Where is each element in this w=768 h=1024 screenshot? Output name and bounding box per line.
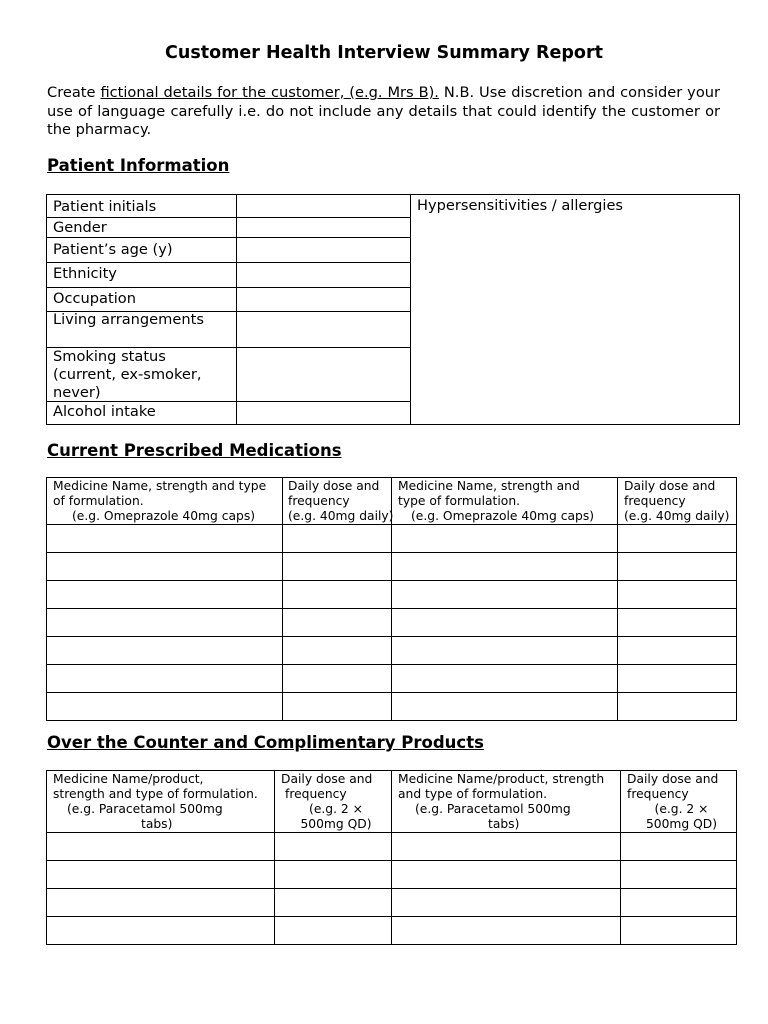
- header-line: Medicine Name/product, strength: [398, 772, 605, 786]
- table-cell[interactable]: [392, 833, 621, 861]
- table-cell[interactable]: [283, 637, 392, 665]
- header-line: Daily dose and: [624, 479, 716, 493]
- patient-row-label: Living arrangements: [53, 311, 204, 328]
- table-row: [47, 553, 737, 581]
- table-cell[interactable]: [392, 581, 618, 609]
- cell-divider: [236, 218, 237, 237]
- header-line: type of formulation.: [398, 494, 521, 508]
- header-line: of formulation.: [53, 494, 144, 508]
- patient-info-fields: [47, 195, 411, 424]
- patient-row-alcohol: [47, 402, 410, 424]
- table-cell[interactable]: [283, 609, 392, 637]
- table-cell[interactable]: [392, 553, 618, 581]
- table-cell[interactable]: [621, 833, 737, 861]
- header-cell: [618, 478, 737, 525]
- header-line: 500mg QD): [645, 817, 718, 831]
- patient-row-label: Gender: [53, 219, 107, 236]
- column-divider: [410, 195, 411, 424]
- table-cell[interactable]: [618, 525, 737, 553]
- table-row: [47, 637, 737, 665]
- table-cell[interactable]: [392, 637, 618, 665]
- patient-row-age: [47, 238, 410, 262]
- patient-row-initials: [47, 195, 410, 218]
- header-cell: [275, 771, 392, 833]
- prescribed-table: [46, 477, 737, 721]
- header-line: frequency: [624, 494, 686, 508]
- table-cell[interactable]: [392, 693, 618, 721]
- table-row: [47, 861, 737, 889]
- table-cell[interactable]: [392, 609, 618, 637]
- table-cell[interactable]: [47, 693, 283, 721]
- header-line: frequency: [627, 787, 689, 801]
- otc-header-row: [47, 771, 737, 833]
- table-cell[interactable]: [621, 917, 737, 945]
- table-cell[interactable]: [283, 665, 392, 693]
- patient-row-label: Alcohol intake: [53, 403, 156, 420]
- cell-divider: [236, 288, 237, 311]
- table-cell[interactable]: [47, 861, 275, 889]
- table-cell[interactable]: [618, 581, 737, 609]
- table-row: [47, 889, 737, 917]
- table-cell[interactable]: [283, 581, 392, 609]
- table-row: [47, 917, 737, 945]
- allergies-label: Hypersensitivities / allergies: [417, 197, 624, 214]
- table-cell[interactable]: [47, 889, 275, 917]
- table-row: [47, 581, 737, 609]
- header-line: (e.g. Paracetamol 500mg: [67, 802, 223, 816]
- table-row: [47, 833, 737, 861]
- otc-heading: Over the Counter and Complimentary Products: [47, 733, 484, 752]
- header-line: (e.g. Omeprazole 40mg caps): [411, 509, 595, 523]
- header-line: (e.g. 40mg daily): [624, 509, 730, 523]
- table-cell[interactable]: [275, 833, 392, 861]
- table-cell[interactable]: [618, 665, 737, 693]
- table-row: [47, 665, 737, 693]
- patient-row-smoking: [47, 348, 410, 401]
- patient-row-label: Smoking status (current, ex-smoker, never): [53, 348, 202, 401]
- header-line: tabs): [141, 817, 173, 831]
- patient-row-occupation: [47, 288, 410, 311]
- table-row: [47, 693, 737, 721]
- intro-underlined: fictional details for the customer, (e.g. Mrs B).: [100, 84, 439, 101]
- header-line: Daily dose and: [627, 772, 719, 786]
- cell-divider: [236, 312, 237, 347]
- header-line: (e.g. 2 ×: [309, 802, 363, 816]
- table-cell[interactable]: [392, 889, 621, 917]
- header-line: (e.g. 40mg daily): [288, 509, 394, 523]
- table-cell[interactable]: [621, 889, 737, 917]
- table-cell[interactable]: [618, 609, 737, 637]
- cell-divider: [236, 238, 237, 262]
- table-cell[interactable]: [392, 525, 618, 553]
- intro-text-1: Create: [47, 84, 101, 101]
- table-cell[interactable]: [47, 553, 283, 581]
- patient-info-heading: Patient Information: [47, 156, 230, 175]
- header-cell: [392, 771, 621, 833]
- cell-divider: [236, 348, 237, 401]
- patient-row-gender: [47, 218, 410, 237]
- table-cell[interactable]: [275, 861, 392, 889]
- header-cell: [47, 771, 275, 833]
- header-line: (e.g. Paracetamol 500mg: [415, 802, 571, 816]
- table-cell[interactable]: [618, 637, 737, 665]
- header-line: 500mg QD): [300, 817, 372, 831]
- page-title: Customer Health Interview Summary Report: [165, 43, 603, 63]
- table-cell[interactable]: [47, 917, 275, 945]
- table-cell[interactable]: [275, 889, 392, 917]
- table-cell[interactable]: [47, 581, 283, 609]
- patient-row-label: Ethnicity: [53, 265, 117, 282]
- table-row: [47, 609, 737, 637]
- header-line: tabs): [488, 817, 520, 831]
- table-cell[interactable]: [283, 693, 392, 721]
- table-cell[interactable]: [618, 553, 737, 581]
- table-cell[interactable]: [47, 833, 275, 861]
- header-line: frequency: [288, 494, 350, 508]
- header-line: frequency: [285, 787, 347, 801]
- header-line: Daily dose and: [288, 479, 380, 493]
- prescribed-header-row: [47, 478, 737, 525]
- header-line: strength and type of formulation.: [53, 787, 258, 801]
- header-line: Medicine Name, strength and: [398, 479, 580, 493]
- table-cell[interactable]: [47, 525, 283, 553]
- intro-text-2: N.B. Use discretion and consider your use of language carefully i.e. do not include any details that could identify the customer or the pharmacy.: [47, 84, 721, 138]
- patient-row-label: Patient initials: [53, 198, 157, 215]
- table-cell[interactable]: [47, 609, 283, 637]
- table-cell[interactable]: [621, 861, 737, 889]
- cell-divider: [236, 263, 237, 287]
- table-cell[interactable]: [392, 665, 618, 693]
- cell-divider: [236, 402, 237, 424]
- cell-divider: [236, 195, 237, 218]
- table-cell[interactable]: [47, 665, 283, 693]
- otc-table: [46, 770, 737, 945]
- table-cell[interactable]: [283, 553, 392, 581]
- header-line: (e.g. Omeprazole 40mg caps): [72, 509, 256, 523]
- table-cell[interactable]: [275, 917, 392, 945]
- header-line: (e.g. 2 ×: [654, 802, 709, 816]
- header-line: Medicine Name/product,: [53, 772, 204, 786]
- header-line: Medicine Name, strength and type: [53, 479, 267, 493]
- patient-row-ethnicity: [47, 263, 410, 287]
- prescribed-heading: Current Prescribed Medications: [47, 441, 342, 460]
- patient-row-label: Occupation: [53, 290, 136, 307]
- table-row: [47, 525, 737, 553]
- table-cell[interactable]: [283, 525, 392, 553]
- header-line: Daily dose and: [281, 772, 373, 786]
- header-cell: [621, 771, 737, 833]
- table-cell[interactable]: [618, 693, 737, 721]
- table-cell[interactable]: [392, 861, 621, 889]
- header-line: and type of formulation.: [398, 787, 548, 801]
- header-cell: [392, 478, 618, 525]
- header-cell: [47, 478, 283, 525]
- patient-row-living: [47, 312, 410, 347]
- table-cell[interactable]: [47, 637, 283, 665]
- patient-info-table: [46, 194, 740, 425]
- header-cell: [283, 478, 392, 525]
- table-cell[interactable]: [392, 917, 621, 945]
- intro-paragraph: [47, 84, 720, 140]
- patient-row-label: Patient’s age (y): [53, 241, 173, 258]
